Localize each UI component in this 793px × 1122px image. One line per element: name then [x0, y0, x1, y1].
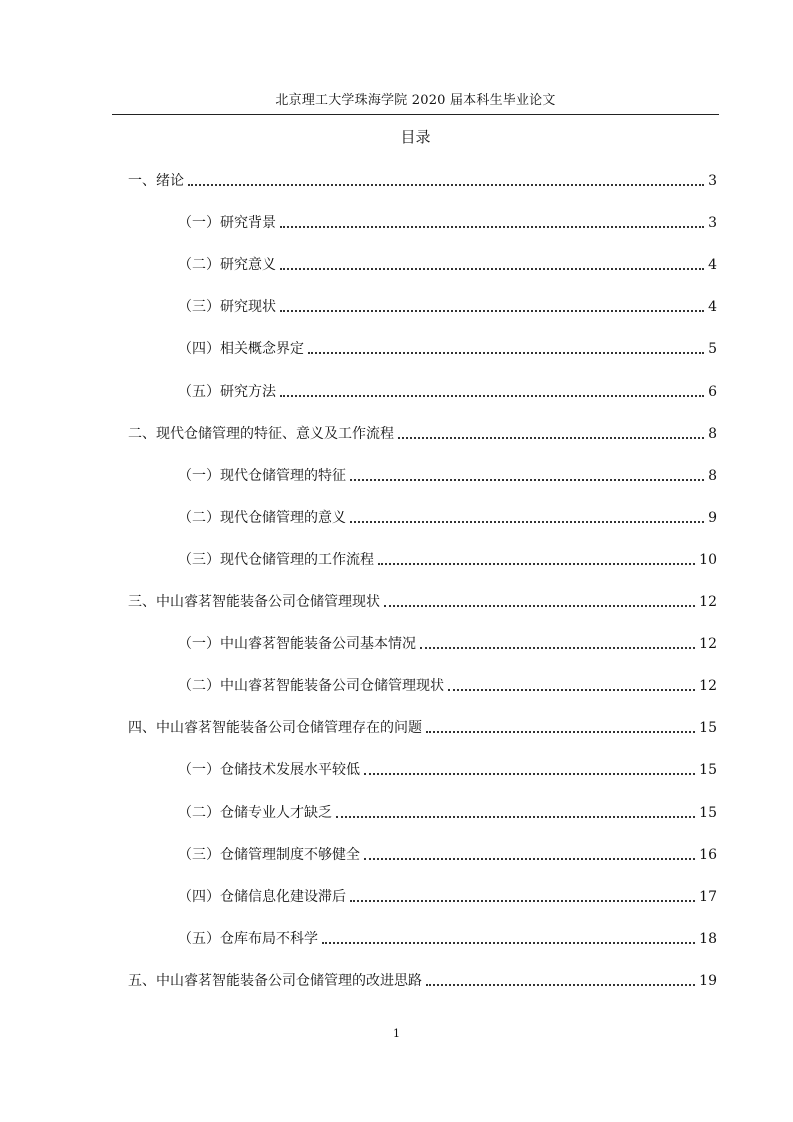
toc-dot-leader	[426, 984, 695, 986]
toc-dot-leader	[426, 731, 695, 733]
toc-dot-leader	[364, 858, 695, 860]
toc-entry[interactable]	[178, 759, 717, 781]
toc-dot-leader	[280, 310, 704, 312]
toc-entry[interactable]	[178, 633, 717, 655]
toc-entry[interactable]	[178, 254, 717, 276]
toc-title: 目录	[400, 128, 431, 146]
toc-entry-page: 15	[699, 762, 717, 779]
toc-entry[interactable]	[128, 423, 717, 445]
toc-entry-page: 15	[699, 804, 717, 821]
toc-entry[interactable]	[178, 465, 717, 487]
toc-entry-page: 18	[699, 930, 717, 947]
toc-entry[interactable]	[178, 928, 717, 950]
toc-entry-page: 8	[708, 467, 717, 484]
toc-entry-page: 6	[708, 383, 717, 400]
toc-entry[interactable]	[128, 970, 717, 992]
toc-entry[interactable]	[178, 296, 717, 318]
toc-entry-page: 9	[708, 509, 717, 526]
toc-dot-leader	[350, 521, 704, 523]
toc-dot-leader	[378, 563, 695, 565]
toc-entry[interactable]	[178, 675, 717, 697]
toc-entry-page: 12	[699, 636, 717, 653]
toc-entry-label: （四）相关概念界定	[178, 341, 304, 358]
toc-entry-page: 3	[708, 173, 717, 189]
toc-dot-leader	[384, 605, 695, 607]
toc-entry-label: （三）研究现状	[178, 299, 276, 316]
toc-entry-label: （二）现代仓储管理的意义	[178, 509, 346, 526]
toc-dot-leader	[188, 184, 704, 186]
toc-dot-leader	[336, 816, 695, 818]
running-header: 北京理工大学珠海学院 2020 届本科生毕业论文	[275, 93, 556, 108]
toc-entry[interactable]	[178, 844, 717, 866]
toc-entry-page: 19	[699, 972, 717, 989]
toc-entry-page: 4	[708, 257, 717, 274]
toc-entry[interactable]	[178, 886, 717, 908]
toc-entry-label: （一）仓储技术发展水平较低	[178, 762, 360, 779]
toc-entry-label: （三）现代仓储管理的工作流程	[178, 551, 374, 568]
toc-entry[interactable]	[178, 507, 717, 529]
toc-entry-label: （四）仓储信息化建设滞后	[178, 888, 346, 905]
toc-dot-leader	[364, 773, 695, 775]
toc-entry-page: 10	[699, 551, 717, 568]
toc-dot-leader	[448, 689, 695, 691]
toc-entry[interactable]	[128, 717, 717, 739]
toc-entry-page: 8	[708, 425, 717, 442]
toc-entry-page: 4	[708, 299, 717, 316]
toc-entry-page: 5	[708, 341, 717, 358]
toc-dot-leader	[280, 268, 704, 270]
toc-entry-label: （一）研究背景	[178, 215, 276, 232]
toc-entry-label: （三）仓储管理制度不够健全	[178, 846, 360, 863]
toc-entry[interactable]	[178, 212, 717, 234]
toc-dot-leader	[280, 226, 704, 228]
page-number: 1	[393, 1027, 400, 1040]
toc-entry[interactable]	[178, 802, 717, 824]
toc-entry-label: （五）研究方法	[178, 383, 276, 400]
toc-dot-leader	[322, 942, 695, 944]
toc-entry-label: 五、中山睿茗智能装备公司仓储管理的改进思路	[128, 972, 422, 989]
toc-entry-label: 三、中山睿茗智能装备公司仓储管理现状	[128, 594, 380, 610]
toc-entry-page: 3	[708, 215, 717, 232]
toc-entry[interactable]	[128, 170, 717, 192]
toc-dot-leader	[398, 437, 704, 439]
toc-entry-page: 16	[699, 846, 717, 863]
toc-entry[interactable]	[178, 338, 717, 360]
toc-entry-label: （二）研究意义	[178, 257, 276, 274]
toc-dot-leader	[350, 479, 704, 481]
toc-entry-page: 12	[699, 678, 717, 695]
toc-dot-leader	[350, 900, 695, 902]
toc-entry-label: （二）中山睿茗智能装备公司仓储管理现状	[178, 678, 444, 695]
toc-dot-leader	[420, 647, 695, 649]
toc-entry-label: （一）现代仓储管理的特征	[178, 467, 346, 484]
toc-entry-label: 二、现代仓储管理的特征、意义及工作流程	[128, 425, 394, 442]
toc-dot-leader	[280, 395, 704, 397]
toc-entry-label: （五）仓库布局不科学	[178, 930, 318, 947]
toc-dot-leader	[308, 352, 704, 354]
toc-entry-label: （一）中山睿茗智能装备公司基本情况	[178, 636, 416, 653]
toc-entry-label: 四、中山睿茗智能装备公司仓储管理存在的问题	[128, 720, 422, 737]
toc-entry-page: 17	[699, 888, 717, 905]
toc-entry[interactable]	[128, 591, 717, 613]
toc-entry-label: （二）仓储专业人才缺乏	[178, 804, 332, 821]
toc-entry-label: 一、绪论	[128, 173, 184, 189]
toc-entry-page: 12	[699, 594, 717, 610]
toc-entry[interactable]	[178, 549, 717, 571]
toc-entry[interactable]	[178, 381, 717, 403]
toc-entry-page: 15	[699, 720, 717, 737]
